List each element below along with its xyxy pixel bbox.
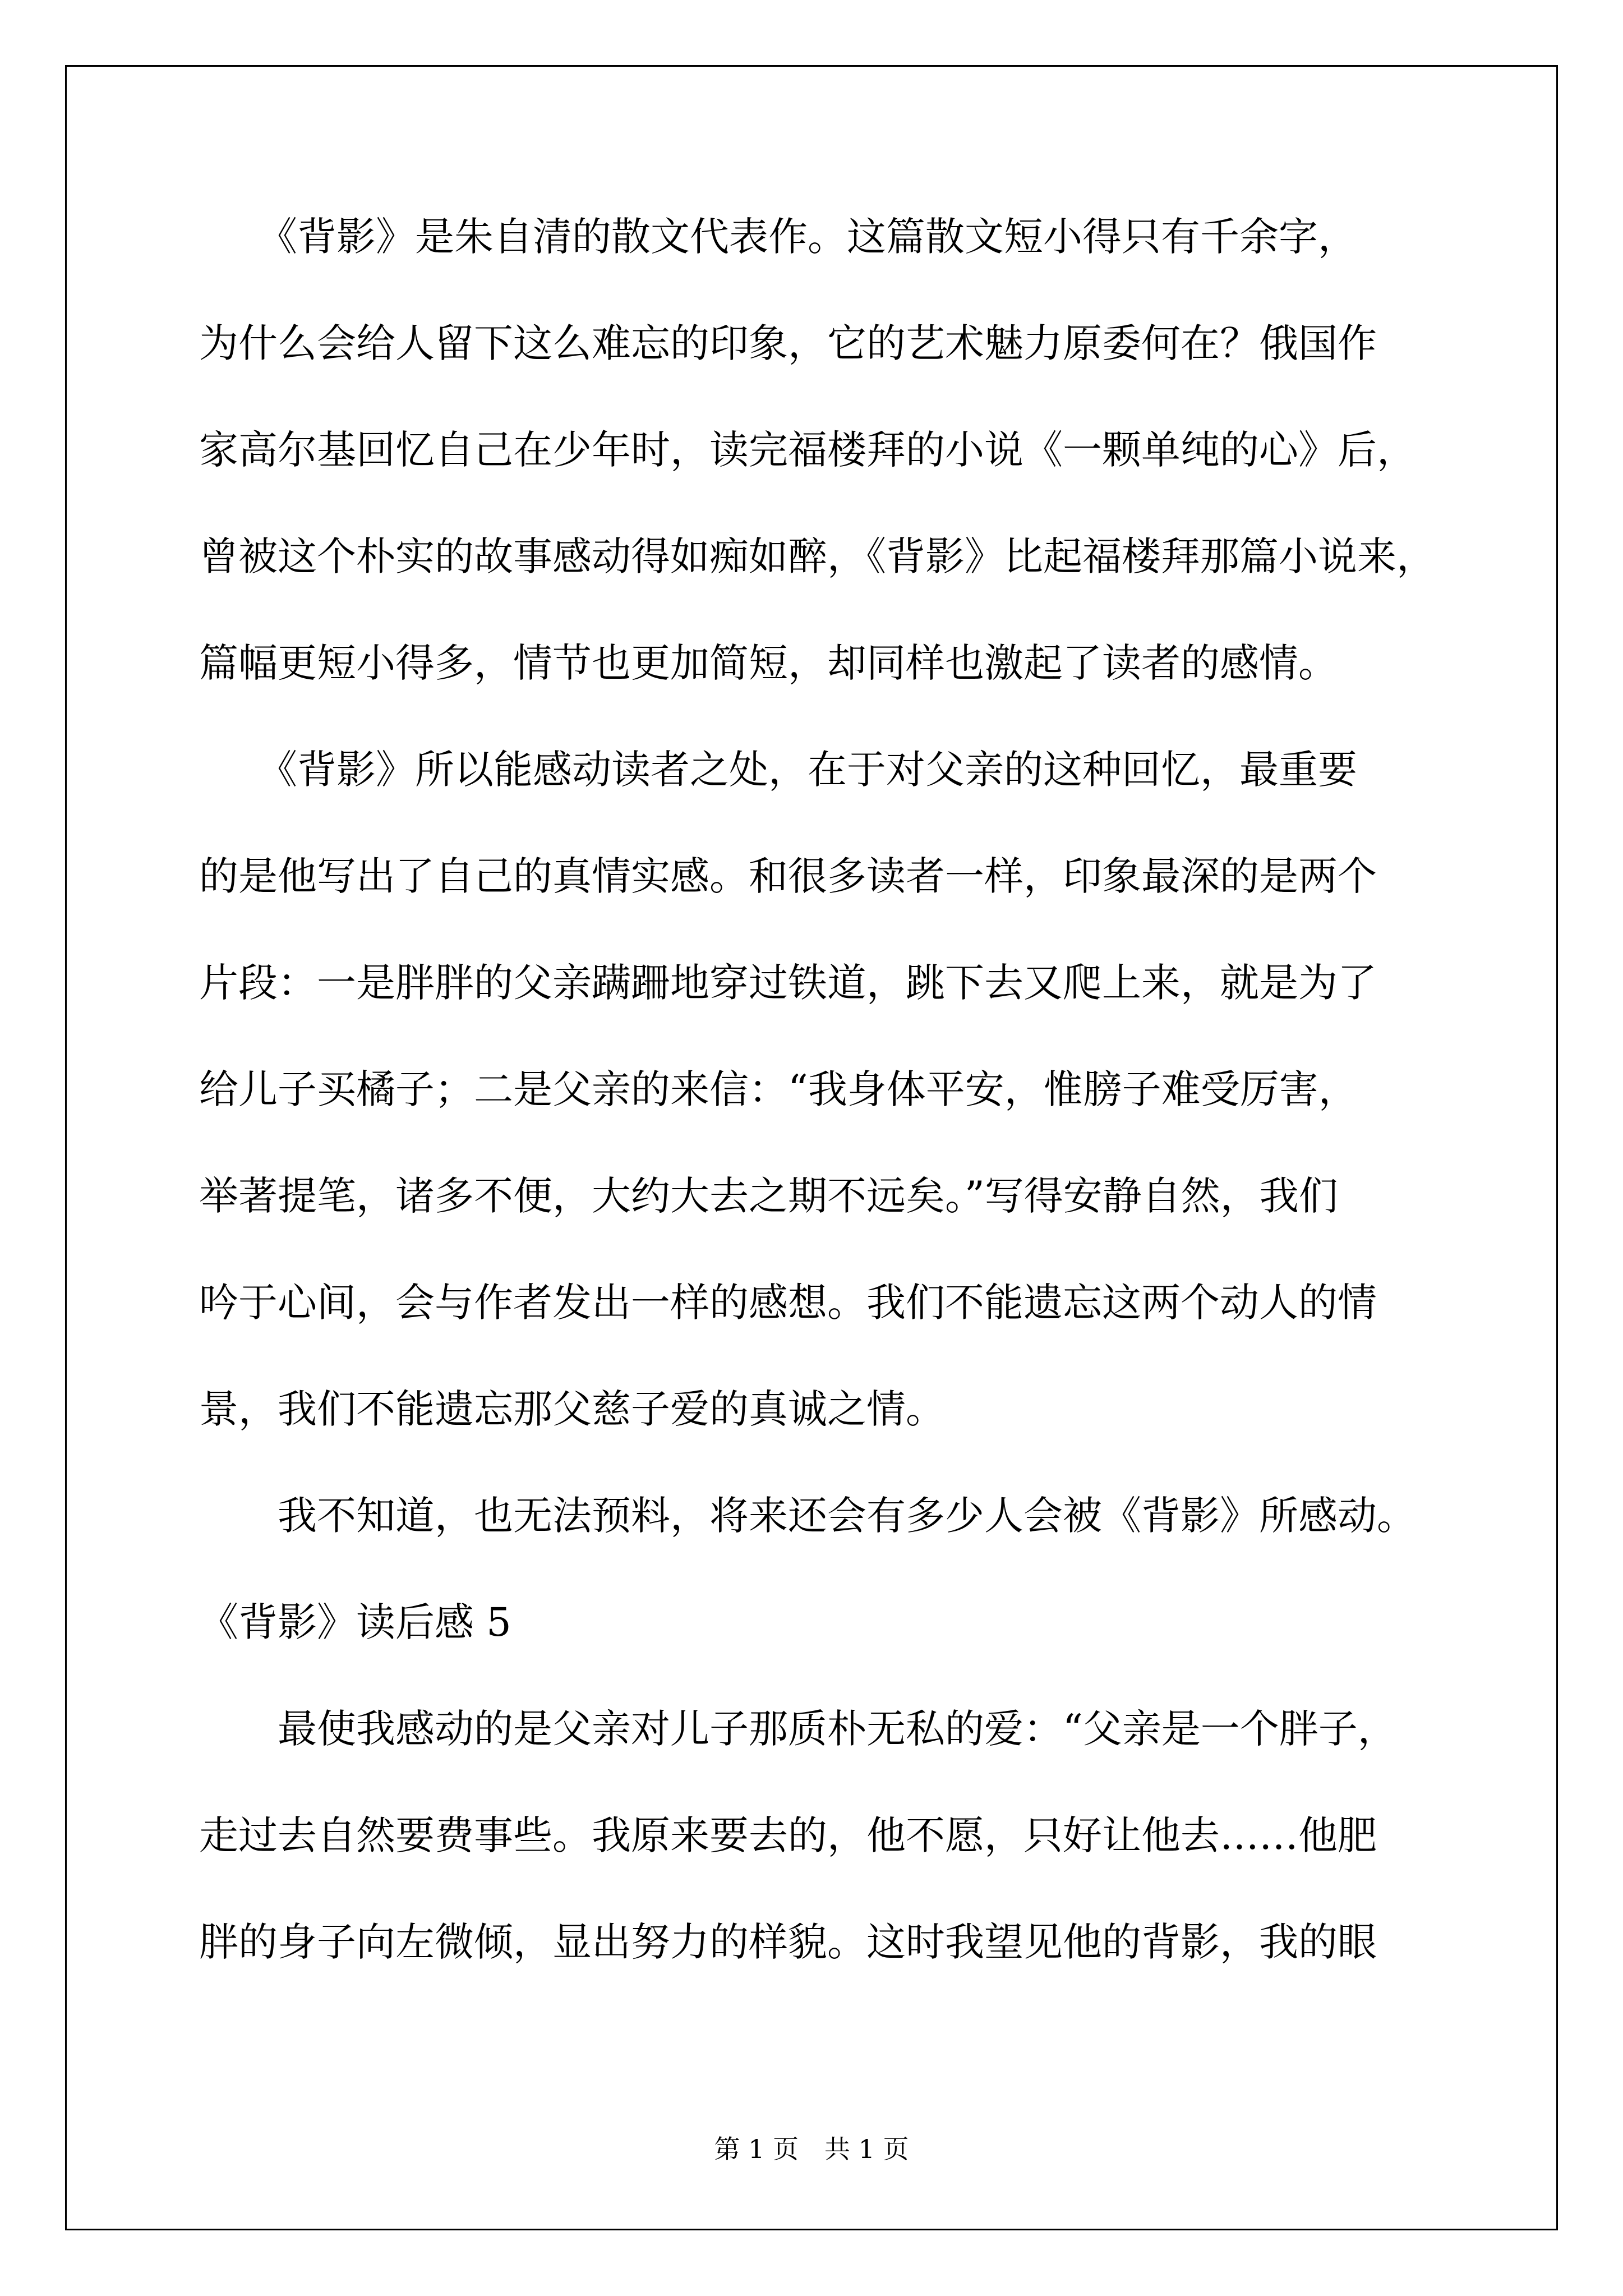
section-heading: 《背影》读后感 5 bbox=[199, 1599, 511, 1645]
paragraph-line: 篇幅更短小得多，情节也更加简短，却同样也激起了读者的感情。 bbox=[199, 640, 1338, 686]
paragraph-line: 《背影》所以能感动读者之处，在于对父亲的这种回忆，最重要 bbox=[199, 747, 1357, 793]
paragraph-line: 我不知道，也无法预料，将来还会有多少人会被《背影》所感动。 bbox=[199, 1493, 1416, 1539]
paragraph-line: 曾被这个朴实的故事感动得如痴如醉，《背影》比起福楼拜那篇小说来， bbox=[199, 533, 1436, 579]
paragraph-line: 片段：一是胖胖的父亲蹒跚地穿过铁道，跳下去又爬上来，就是为了 bbox=[199, 960, 1377, 1006]
paragraph-line: 吟于心间，会与作者发出一样的感想。我们不能遗忘这两个动人的情 bbox=[199, 1280, 1377, 1326]
paragraph-line: 胖的身子向左微倾，显出努力的样貌。这时我望见他的背影，我的眼 bbox=[199, 1919, 1377, 1965]
paragraph-line: 最使我感动的是父亲对儿子那质朴无私的爱：“父亲是一个胖子， bbox=[199, 1706, 1397, 1752]
paragraph-line: 景，我们不能遗忘那父慈子爱的真诚之情。 bbox=[199, 1386, 945, 1432]
page-footer: 第 1 页 共 1 页 bbox=[714, 2134, 909, 2164]
paragraph-line: 举著提笔，诸多不便，大约大去之期不远矣。”写得安静自然，我们 bbox=[199, 1173, 1338, 1219]
paragraph-line: 给儿子买橘子；二是父亲的来信：“我身体平安，惟膀子难受厉害， bbox=[199, 1066, 1358, 1112]
page-border bbox=[65, 65, 1558, 2230]
paragraph-line: 走过去自然要费事些。我原来要去的，他不愿，只好让他去……他肥 bbox=[199, 1812, 1377, 1858]
paragraph-line: 家高尔基回忆自己在少年时，读完福楼拜的小说《一颗单纯的心》后， bbox=[199, 427, 1416, 473]
paragraph-line: 的是他写出了自己的真情实感。和很多读者一样，印象最深的是两个 bbox=[199, 853, 1377, 899]
paragraph-line: 为什么会给人留下这么难忘的印象，它的艺术魅力原委何在？俄国作 bbox=[199, 320, 1377, 366]
paragraph-line: 《背影》是朱自清的散文代表作。这篇散文短小得只有千余字， bbox=[199, 214, 1357, 260]
